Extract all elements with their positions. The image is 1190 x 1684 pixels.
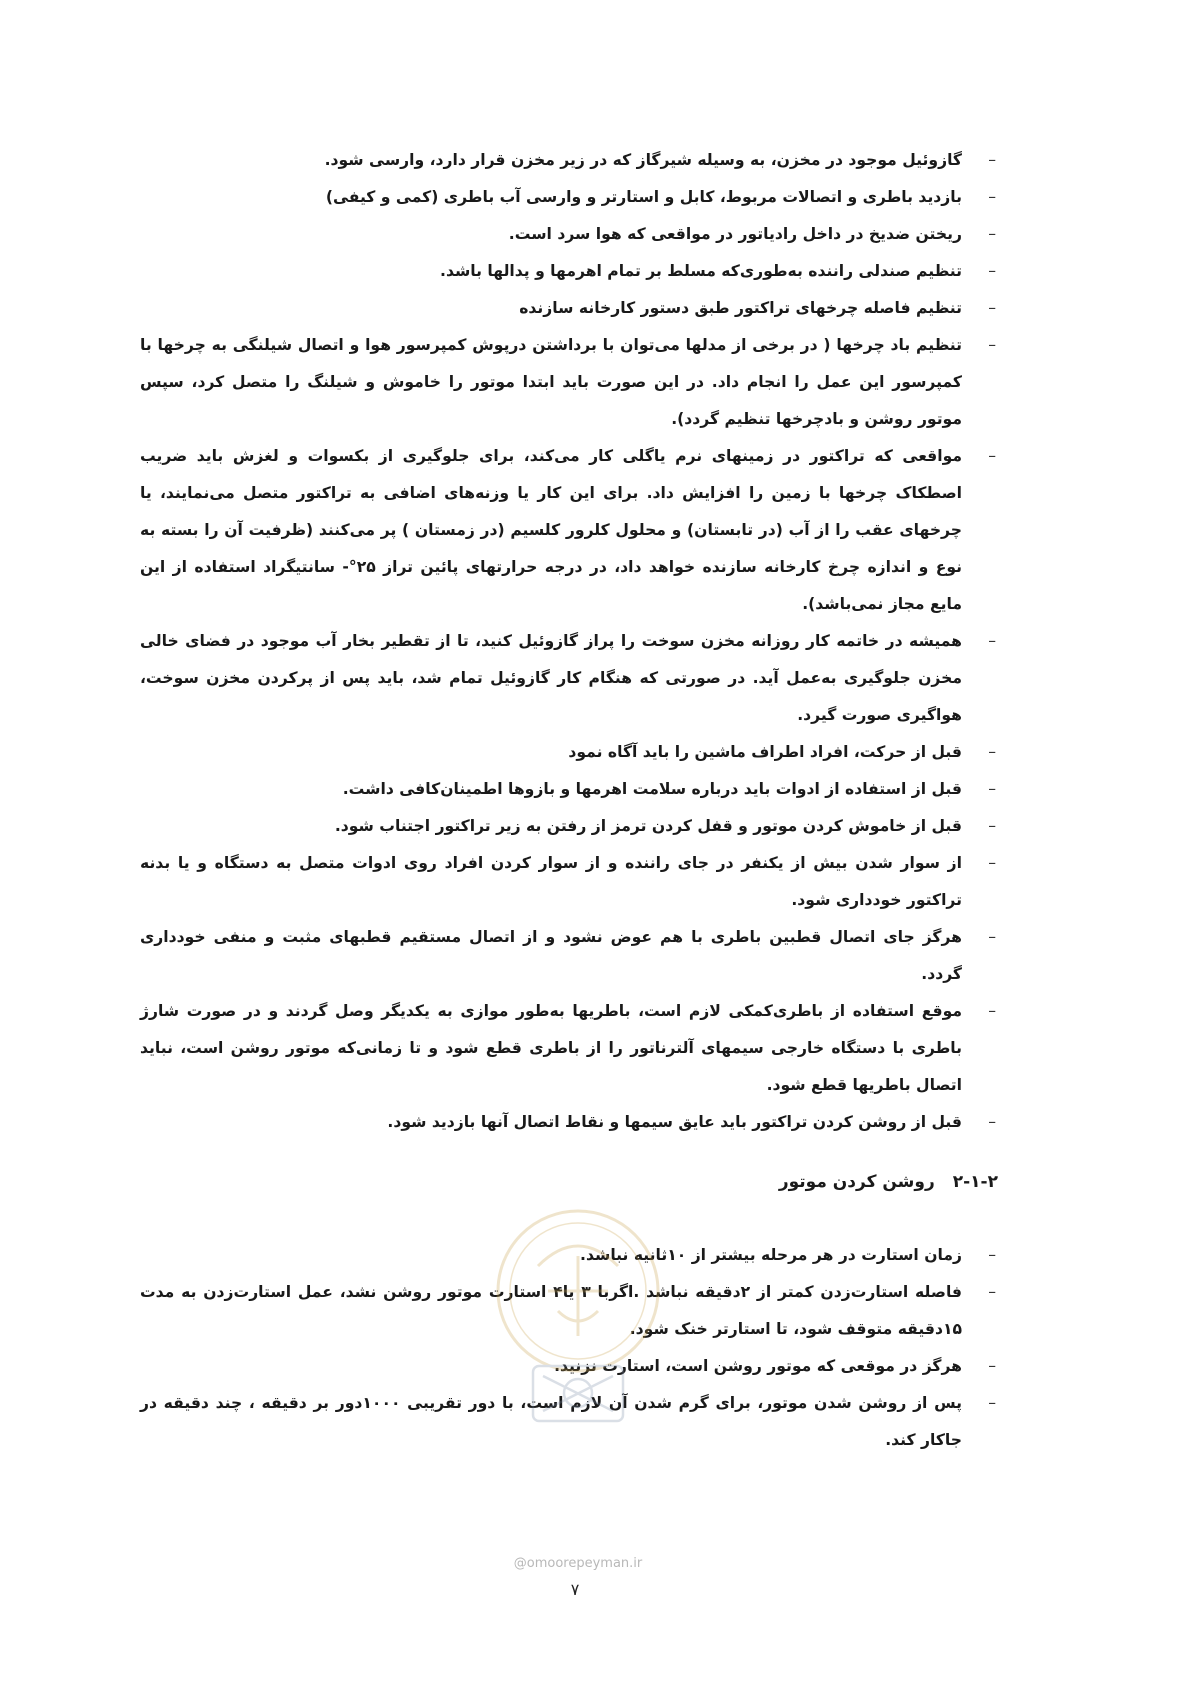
section-number: ۲-۱-۲: [952, 1172, 998, 1192]
text-column: [140, 142, 998, 1459]
bullet-dash: –: [988, 1394, 996, 1412]
list-item: [140, 734, 998, 771]
section-title: روشن کردن موتور: [778, 1172, 935, 1192]
list-item-text: گازوئیل موجود در مخزن، به وسیله شیرگاز که در زیر مخزن قرار دارد، وارسی شود.: [324, 151, 962, 169]
list-item: [140, 845, 998, 919]
bullet-dash: –: [988, 1002, 996, 1020]
bullet-dash: –: [988, 854, 996, 872]
list-item-text: قبل از حرکت، افراد اطراف ماشین را باید آگاه نمود: [568, 743, 962, 761]
bullet-dash: –: [988, 151, 996, 169]
engine-start-rules: [140, 1237, 998, 1459]
list-item: [140, 179, 998, 216]
list-item-text: هرگز در موقعی که موتور روشن است، استارت نزنید.: [554, 1357, 962, 1375]
list-item-text: همیشه در خاتمه کار روزانه مخزن سوخت را پراز گازوئیل کنید، تا از تقطیر بخار آب موجود در فضای خالی مخزن جلوگیری به‌عمل آید. در صورتی که هنگام کار گازوئیل تمام شد، باید پس از پرکردن مخزن سوخت، هواگیری صورت گیرد.: [140, 632, 962, 724]
bullet-dash: –: [988, 780, 996, 798]
section-heading: [140, 1167, 998, 1197]
watermark-url: @omoorepeyman.ir: [513, 1556, 643, 1571]
bullet-dash: –: [988, 1283, 996, 1301]
list-item-text: فاصله استارت‌زدن کمتر از ۲دقیقه نباشد .اگربا ۳ یا۴ استارت موتور روشن نشد، عمل استارت‌زدن به مدت ۱۵دقیقه متوقف شود، تا استارتر خنک شود.: [140, 1283, 963, 1338]
list-item-text: ریختن ضدیخ در داخل رادیاتور در مواقعی که هوا سرد است.: [508, 225, 962, 243]
bullet-dash: –: [988, 188, 996, 206]
list-item-text: قبل از استفاده از ادوات باید درباره سلامت اهرمها و بازوها اطمینان‌کافی داشت.: [342, 780, 962, 798]
list-item-text: پس از روشن شدن موتور، برای گرم شدن آن لازم است، با دور تقریبی ۱۰۰۰دور بر دقیقه ، چند دقیقه در جاکار کند.: [140, 1394, 962, 1449]
bullet-dash: –: [988, 447, 996, 465]
list-item-text: مواقعی که تراکتور در زمینهای نرم یاگلی کار می‌کند، برای جلوگیری از بکسوات و لغزش باید ضریب اصطکاک چرخها با زمین را افزایش داد. برای این کار یا وزنه‌های اضافی به تراکتور متصل می‌نمایند، یا چرخهای عقب را از آب (در تابستان) و محلول کلرور کلسیم (در زمستان ) پر می‌کنند (ظرفیت آن را بسته به نوع و اندازه چرخ کارخانه سازنده خواهد داد، در درجه حرارتهای پائین تراز ۲۵°- سانتیگراد استفاده از این مایع مجاز نمی‌باشد).: [140, 447, 962, 613]
list-item: [140, 771, 998, 808]
list-item: [140, 993, 998, 1104]
list-item-text: زمان استارت در هر مرحله بیشتر از ۱۰ثانیه نباشد.: [580, 1246, 962, 1264]
list-item-text: موقع استفاده از باطری‌کمکی لازم است، باطریها به‌طور موازی به یکدیگر وصل گردند و در صورت شارژ باطری با دستگاه خارجی سیمهای آلترناتور را از باطری قطع شود و تا زمانی‌که موتور روشن است، نباید اتصال باطریها قطع شود.: [140, 1002, 962, 1094]
bullet-dash: –: [988, 928, 996, 946]
list-item-text: قبل از خاموش کردن موتور و قفل کردن ترمز از رفتن به زیر تراکتور اجتناب شود.: [334, 817, 962, 835]
bullet-dash: –: [988, 262, 996, 280]
list-item: [140, 1348, 998, 1385]
list-item-text: تنظیم باد چرخها ( در برخی از مدلها می‌توان با برداشتن درپوش کمپرسور هوا و اتصال شیلنگی به چرخها با کمپرسور این عمل را انجام داد. در این صورت باید ابتدا موتور را خاموش و شیلنگ را متصل کرد، سپس موتور روشن و بادچرخها تنظیم گردد).: [140, 336, 962, 428]
list-item: [140, 253, 998, 290]
list-item: [140, 290, 998, 327]
bullet-dash: –: [988, 743, 996, 761]
list-item: [140, 919, 998, 993]
bullet-dash: –: [988, 632, 996, 650]
list-item-text: تنظیم فاصله چرخهای تراکتور طبق دستور کارخانه سازنده: [519, 299, 962, 317]
bullet-dash: –: [988, 817, 996, 835]
list-item: [140, 142, 998, 179]
list-item: [140, 808, 998, 845]
list-item-text: بازدید باطری و اتصالات مربوط، کابل و استارتر و وارسی آب باطری (کمی و کیفی): [325, 188, 962, 206]
list-item: [140, 1237, 998, 1274]
list-item: [140, 216, 998, 253]
page-number: ۷: [570, 1580, 580, 1599]
list-item-text: هرگز جای اتصال قطبین باطری با هم عوض نشود و از اتصال مستقیم قطبهای مثبت و منفی خودداری گردد.: [140, 928, 962, 983]
list-item: [140, 438, 998, 623]
bullet-dash: –: [988, 1357, 996, 1375]
list-item: [140, 1104, 998, 1141]
bullet-dash: –: [988, 1113, 996, 1131]
list-item: [140, 1385, 998, 1459]
list-item: [140, 327, 998, 438]
list-item-text: تنظیم صندلی راننده به‌طوری‌که مسلط بر تمام اهرمها و پدالها باشد.: [440, 262, 962, 280]
list-item-text: قبل از روشن کردن تراکتور باید عایق سیمها و نقاط اتصال آنها بازدید شود.: [387, 1113, 962, 1131]
list-item: [140, 623, 998, 734]
bullet-dash: –: [988, 299, 996, 317]
bullet-dash: –: [988, 225, 996, 243]
bullet-dash: –: [988, 1246, 996, 1264]
list-item: [140, 1274, 998, 1348]
checklist-before-start: [140, 142, 998, 1141]
list-item-text: از سوار شدن بیش از یکنفر در جای راننده و از سوار کردن افراد روی ادوات متصل به دستگاه و یا بدنه تراکتور خودداری شود.: [140, 854, 962, 909]
bullet-dash: –: [988, 336, 996, 354]
